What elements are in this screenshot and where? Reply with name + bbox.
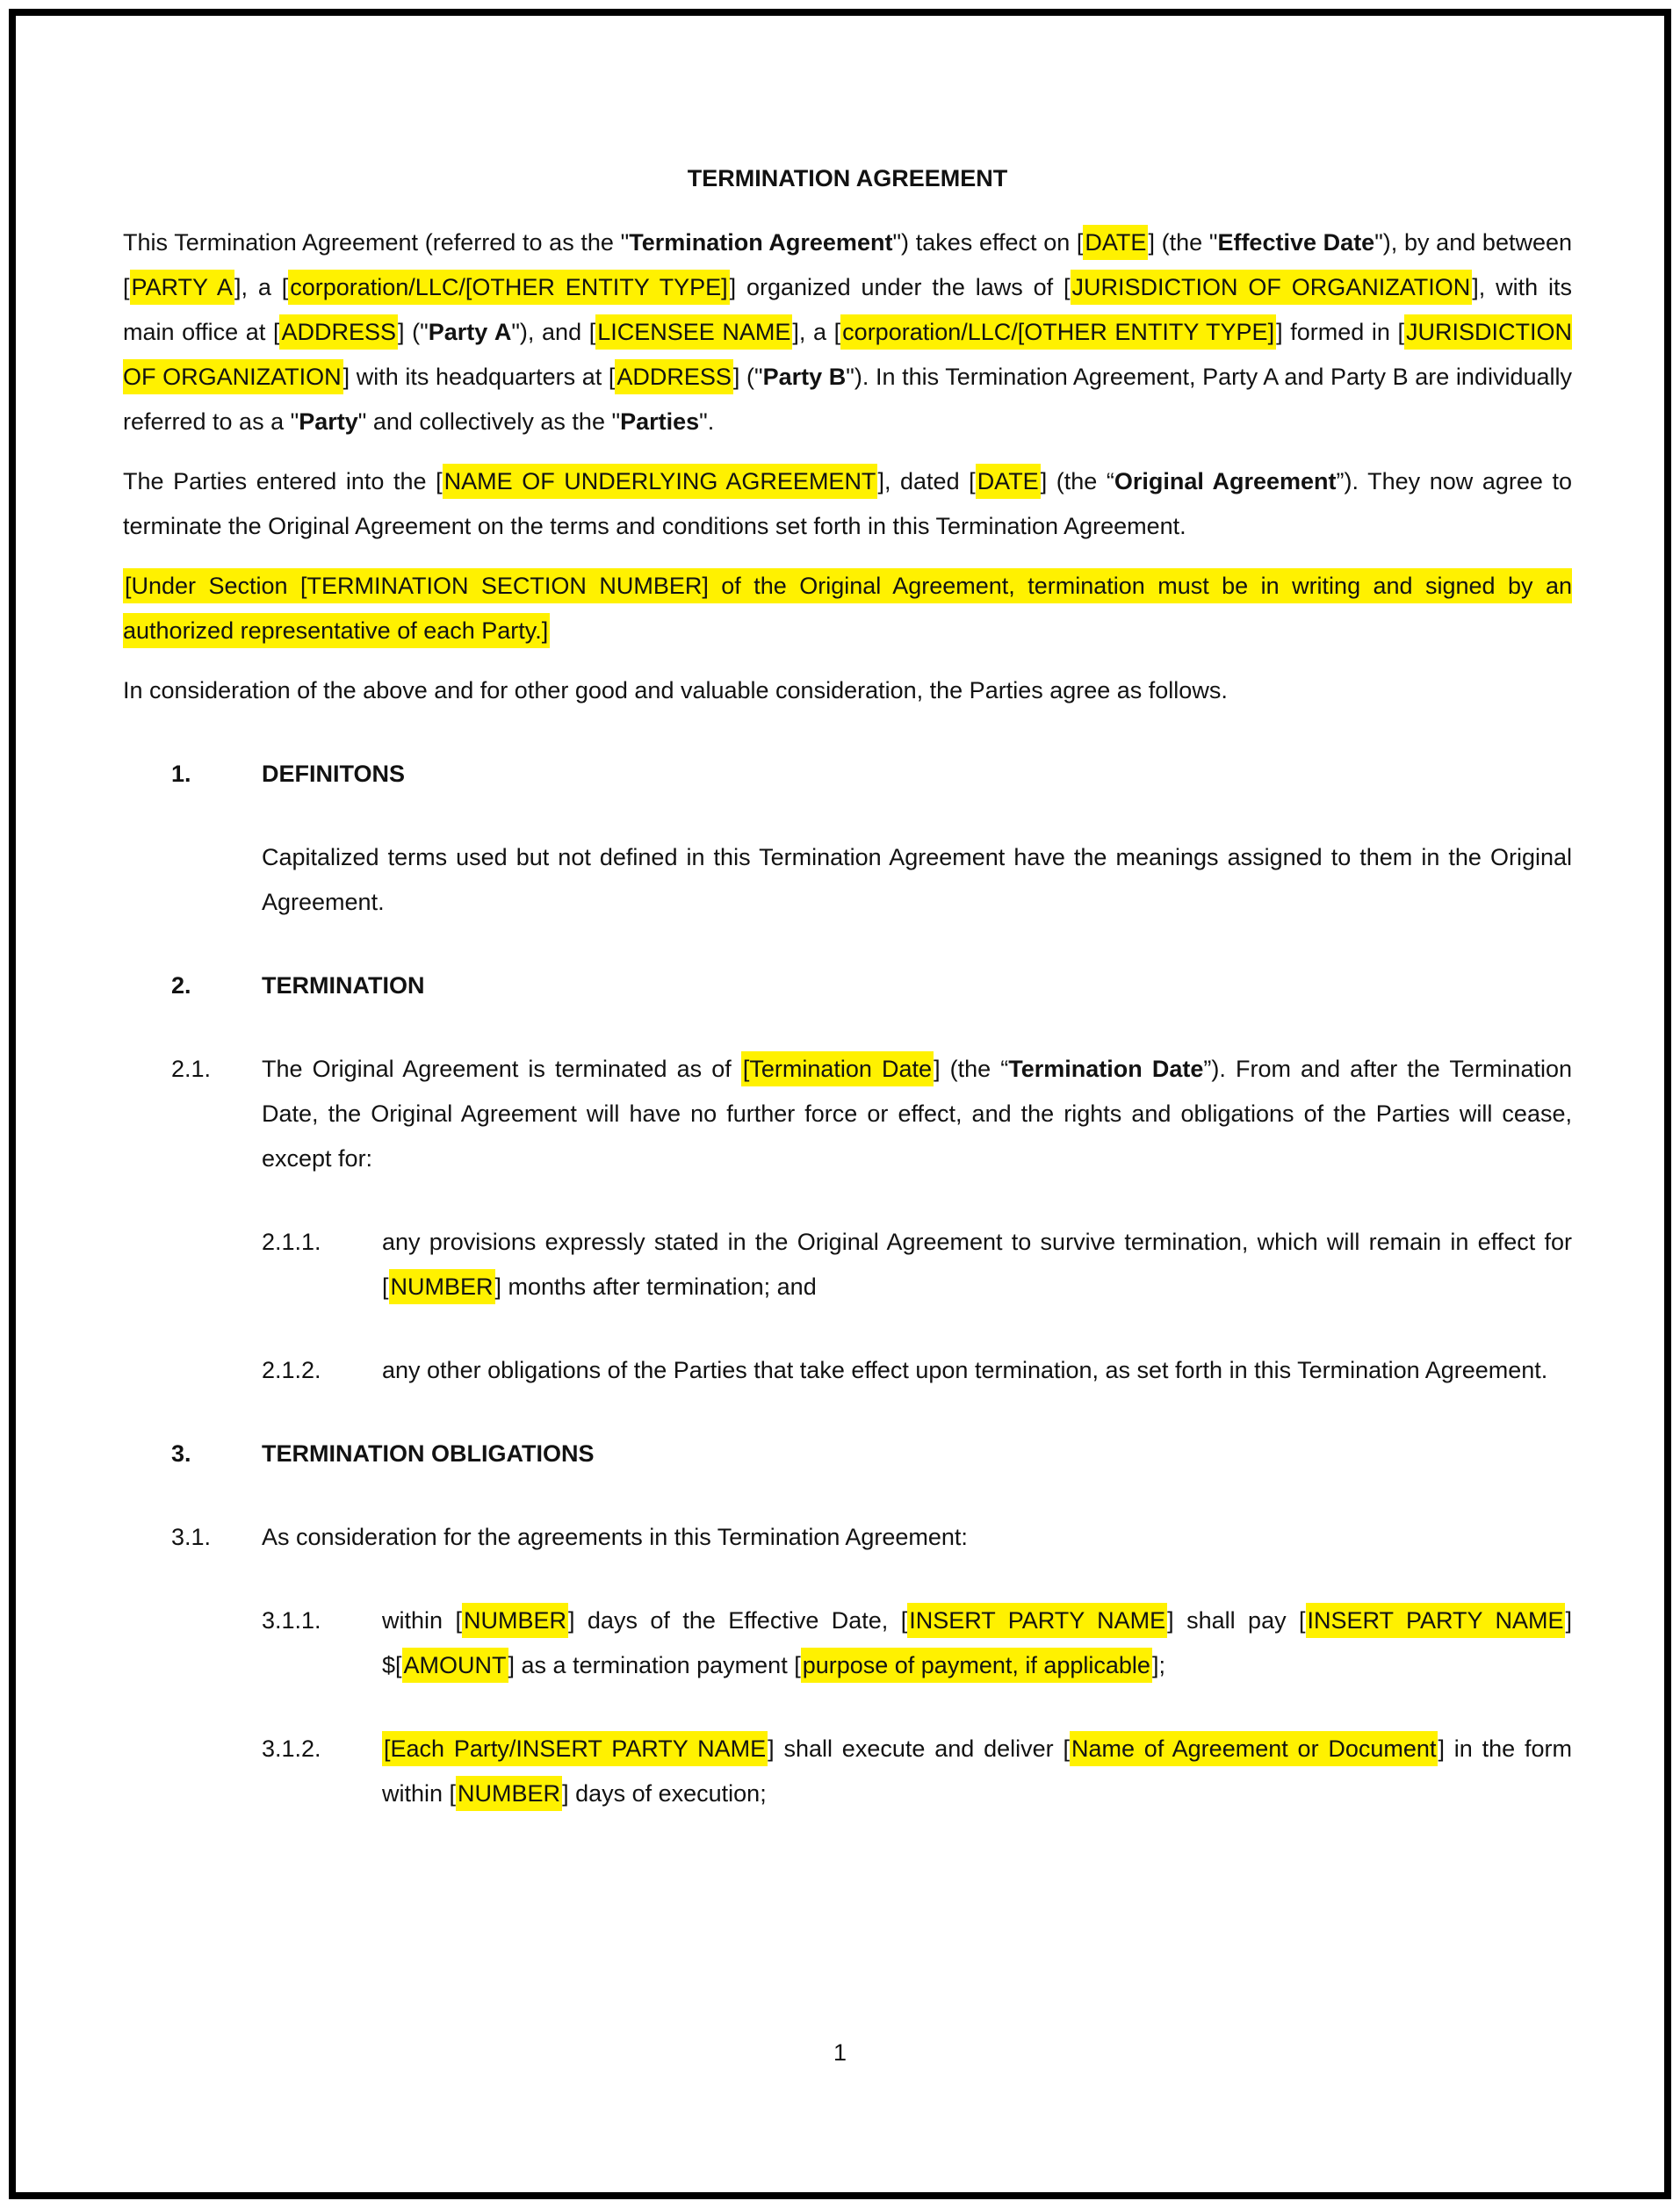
clause-3-1-number: 3.1. — [171, 1524, 212, 1550]
section-1-heading-row — [171, 752, 1572, 797]
section-2-number: 2. — [171, 972, 191, 999]
paragraph-termination-notice: [Under Section [TERMINATION SECTION NUMBER] of the Original Agreement, termination must be in writing and signed by an authorized representative of each Party.] — [123, 564, 1572, 653]
clause-3-1-1-number: 3.1.1. — [262, 1607, 321, 1634]
section-3-number: 3. — [171, 1440, 191, 1467]
document-title: TERMINATION AGREEMENT — [687, 165, 1008, 191]
clause-2-1-2-row — [262, 1348, 1572, 1393]
clause-2-1-2-number: 2.1.2. — [262, 1357, 321, 1383]
clause-2-1-body: The Original Agreement is terminated as of [Termination Date] (the “Termination Date”). From and after the Termination Date, the Original Agreement will have no further force or effect, and the rights and obligations of the Parties will cease, except for: — [262, 1047, 1572, 1181]
section-1-number: 1. — [171, 761, 191, 787]
clause-3-1-2-body: [Each Party/INSERT PARTY NAME] shall execute and deliver [Name of Agreement or Document] in the form within [NUMBER] days of execution; — [382, 1727, 1572, 1816]
clause-2-1-1-number: 2.1.1. — [262, 1229, 321, 1255]
section-2-heading: TERMINATION — [262, 972, 425, 999]
clause-3-1-1-row — [262, 1598, 1572, 1688]
clause-2-1-row — [171, 1047, 1572, 1181]
paragraph-underlying-agreement: The Parties entered into the [NAME OF UNDERLYING AGREEMENT], dated [DATE] (the “Original Agreement”). They now agree to terminate the Original Agreement on the terms and conditions set forth in this Termination Agreement. — [123, 459, 1572, 549]
section-3-heading: TERMINATION OBLIGATIONS — [262, 1440, 595, 1467]
section-1-body: Capitalized terms used but not defined in this Termination Agreement have the meanings assigned to them in the Original Agreement. — [262, 844, 1572, 915]
paragraph-consideration: In consideration of the above and for other good and valuable consideration, the Parties agree as follows. — [123, 677, 1228, 704]
document-content — [123, 156, 1572, 1816]
paragraph-intro: This Termination Agreement (referred to as the "Termination Agreement") takes effect on [DATE] (the "Effective Date"), by and between [PARTY A], a [corporation/LLC/[OTHER ENTITY TYPE]] organized under the laws of [JURISDICTION OF ORGANIZATION], with its main office at [ADDRESS] ("Party A"), and [LICENSEE NAME], a [corporation/LLC/[OTHER ENTITY TYPE]] formed in [JURISDICTION OF ORGANIZATION] with its headquarters at [ADDRESS] ("Party B"). In this Termination Agreement, Party A and Party B are individually referred to as a "Party" and collectively as the "Parties". — [123, 220, 1572, 444]
clause-2-1-2-body: any other obligations of the Parties that take effect upon termination, as set forth in this Termination Agreement. — [382, 1357, 1548, 1383]
clause-2-1-1-row — [262, 1220, 1572, 1310]
clause-3-1-1-body: within [NUMBER] days of the Effective Date, [INSERT PARTY NAME] shall pay [INSERT PARTY NAME] $[AMOUNT] as a termination payment [purpose of payment, if applicable]; — [382, 1598, 1572, 1688]
clause-2-1-number: 2.1. — [171, 1056, 212, 1082]
section-1-heading: DEFINITONS — [262, 761, 406, 787]
clause-2-1-1-body: any provisions expressly stated in the Original Agreement to survive termination, which will remain in effect for [NUMBER] months after termination; and — [382, 1220, 1572, 1310]
clause-3-1-body: As consideration for the agreements in this Termination Agreement: — [262, 1524, 968, 1550]
section-3-heading-row — [171, 1432, 1572, 1476]
clause-3-1-2-number: 3.1.2. — [262, 1735, 321, 1762]
clause-3-1-2-row — [262, 1727, 1572, 1816]
page-number: 1 — [833, 2039, 847, 2066]
clause-3-1-row — [171, 1515, 1572, 1560]
section-2-heading-row — [171, 963, 1572, 1008]
